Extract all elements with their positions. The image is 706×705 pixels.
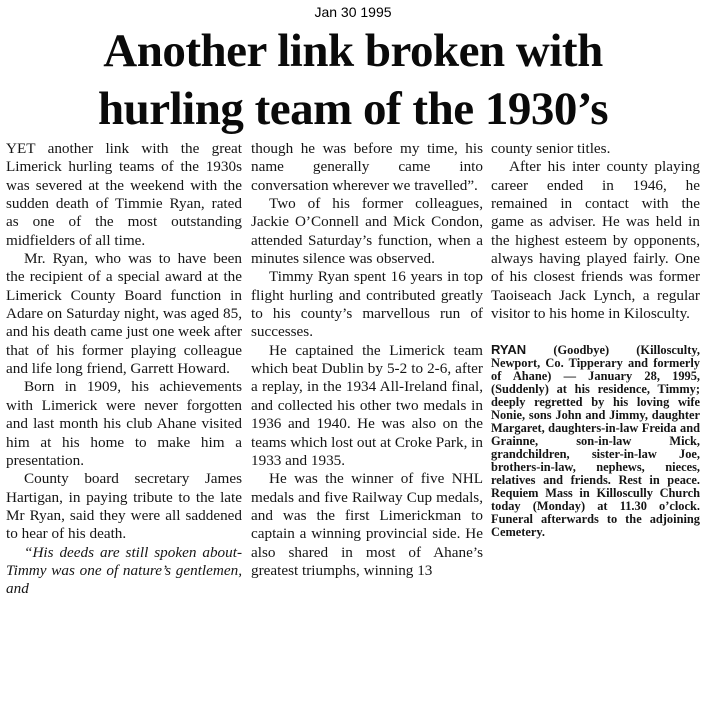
death-notice-text: (Goodbye) (Killosculty, Newport, Co. Tipperary and formerly of Ahane) — January 28, 1995, (Suddenly) at his residence, Timmy; deeply regretted by his loving wife Nonie, sons John and Jimmy, daughter Margaret, daughters-in-law Freida and Grainne, son-in-law Mick, grandchildren, sister-in-law Joe, brothers-in-law, nephews, nieces, relatives and friends. Rest in peace. Requiem Mass in Killoscully Church today (Monday) at 11.30 o’clock. Funeral afterwards to the adjoining Cemetery. (491, 343, 700, 540)
clipping-date: Jan 30 1995 (314, 4, 392, 20)
article-column-1 (6, 140, 242, 599)
paragraph: He captained the Limerick team which beat Dublin by 5-2 to 2-6, after a replay, in the 1934 All-Ireland final, and collected his other two medals in 1936 and 1940. He was also on the teams which lost out at Croke Park, in 1933 and 1935. (251, 341, 483, 469)
paragraph: though he was before my time, his name generally came into conversation wherever we travelled”. (251, 140, 483, 194)
paragraph: Two of his former colleagues, Jackie O’Connell and Mick Condon, attended Saturday’s function, when a minutes silence was observed. (251, 195, 483, 268)
paragraph: Born in 1909, his achievements with Limerick were never forgotten and last month his club Ahane visited him at his home to make him a presentation. (6, 378, 242, 469)
quote-text: “His deeds are still spoken about-Timmy was one of nature’s gentlemen, and (6, 543, 242, 598)
headline-line-2: hurling team of the 1930’s (97, 83, 609, 135)
paragraph: YET another link with the great Limerick hurling teams of the 1930s was severed at the weekend with the sudden death of Timmie Ryan, rated as one of the most outstanding midfielders of all time. (6, 140, 242, 249)
death-notice (491, 343, 700, 539)
article-column-2 (251, 140, 483, 580)
paragraph: Timmy Ryan spent 16 years in top flight hurling and contributed greatly to his county’s marvellous run of successes. (251, 268, 483, 341)
paragraph: After his inter county playing career ended in 1946, he remained in contact with the game as adviser. He was held in the highest esteem by opponents, always having played fairly. One of his closest friends was former Taoiseach Jack Lynch, a regular visitor to his home in Kilosculty. (491, 158, 700, 323)
headline (0, 22, 706, 138)
paragraph: County board secretary James Hartigan, in paying tribute to the late Mr Ryan, said they were all saddened to hear of his death. (6, 470, 242, 543)
article-column-3 (491, 140, 700, 539)
paragraph: county senior titles. (491, 140, 611, 157)
paragraph: He was the winner of five NHL medals and five Railway Cup medals, and was the first Limerickman to captain a winning provincial side. He also shared in most of Ahane’s greatest triumphs, winning 13 (251, 470, 483, 579)
headline-line-1: Another link broken with (103, 25, 603, 77)
death-notice-name: RYAN (491, 342, 527, 358)
paragraph (6, 544, 242, 599)
paragraph: Mr. Ryan, who was to have been the recipient of a special award at the Limerick County Board function in Adare on Saturday night, was aged 85, and his death came just one week after that of his former playing colleague and life long friend, Garrett Howard. (6, 250, 242, 378)
